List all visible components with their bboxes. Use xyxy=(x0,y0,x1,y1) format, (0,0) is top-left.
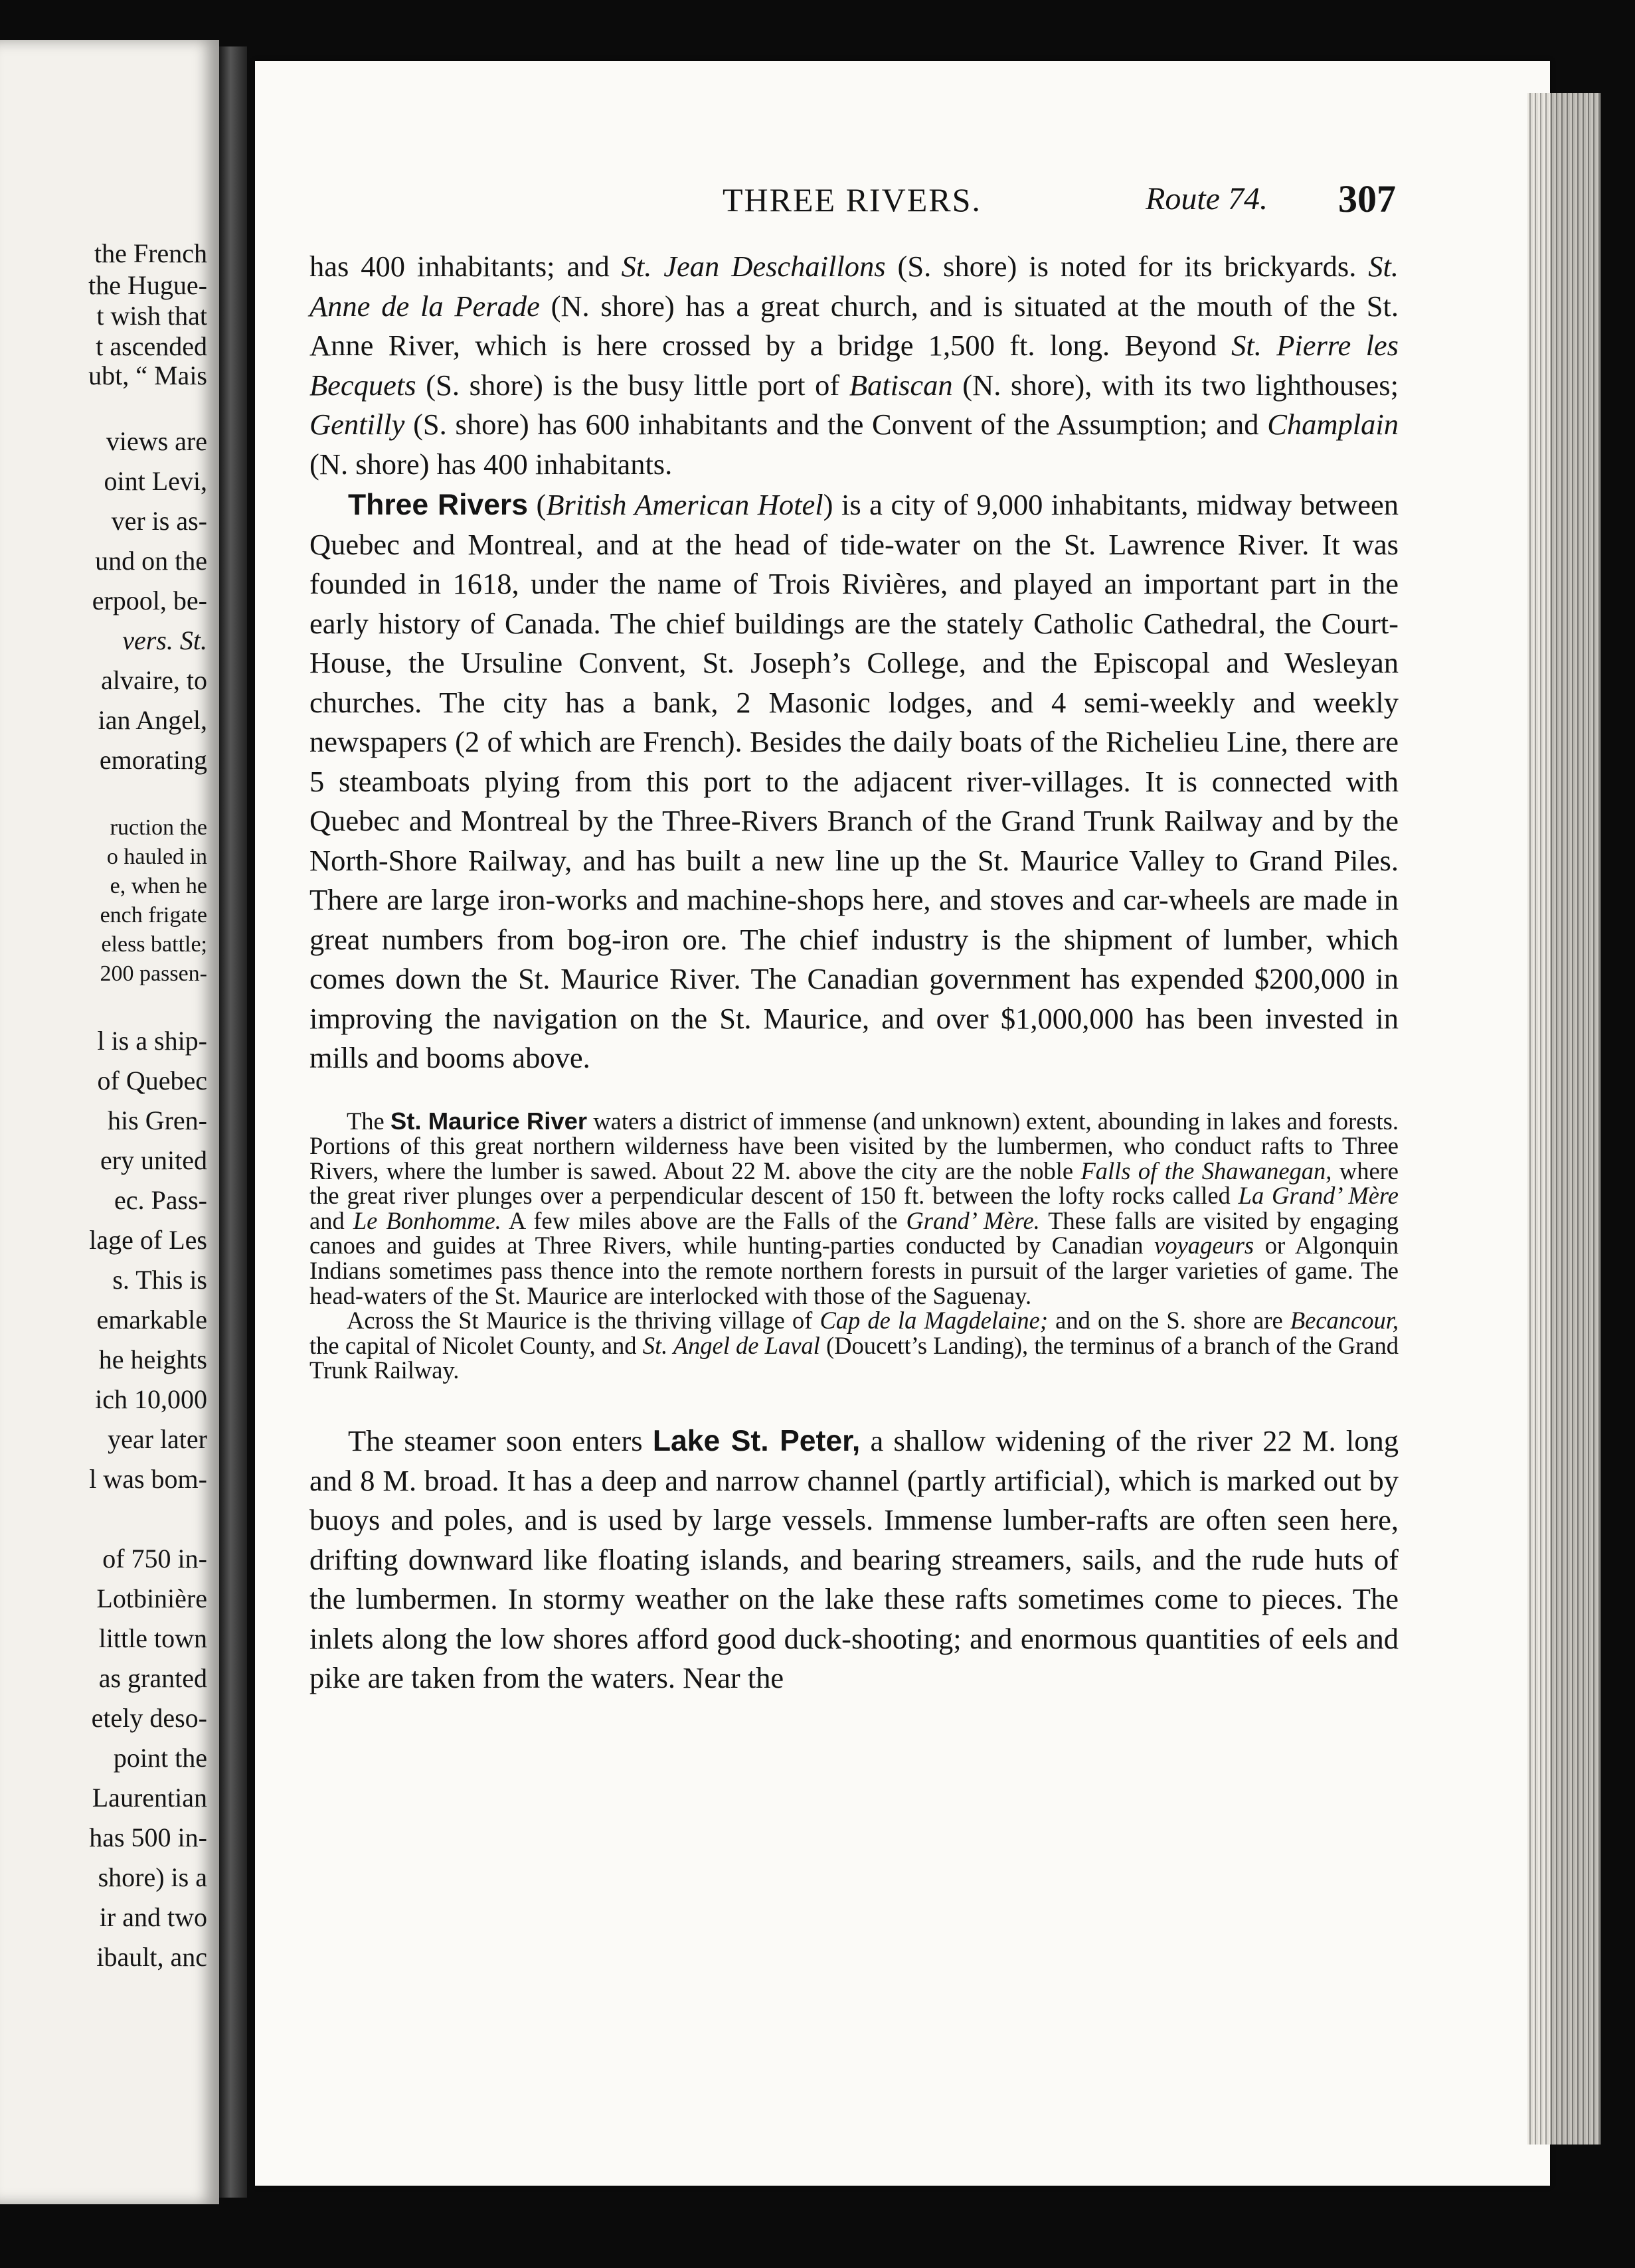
left-page-text-line: ubt, “ Mais xyxy=(88,361,207,390)
left-page-text-line: point the xyxy=(113,1743,207,1773)
small-print-block xyxy=(309,1109,1399,1384)
left-page-text-line: ench frigate xyxy=(100,903,207,928)
paragraph-lake-st-peter: The steamer soon enters Lake St. Peter, a shallow widening of the river 22 M. long and 8 M. broad. It has a deep and narrow channel (partly artificial), which is marked out by buoys and poles, and is used by large vessels. Immense lumber-rafts are often seen here, drifting downward like floating islands, and bearing streamers, sails, and the rude huts of the lumbermen. In stormy weather on the lake these rafts sometimes come to pieces. The inlets along the low shores afford good duck-shooting; and enormous quantities of eels and pike are taken from the waters. Near the xyxy=(309,1424,1399,1695)
left-page-text-line: has 500 in- xyxy=(89,1822,207,1852)
route-label: Route 74. xyxy=(1146,181,1268,216)
left-page-text-line: o hauled in xyxy=(106,845,207,869)
left-page-text-line: lage of Les xyxy=(89,1225,207,1255)
left-page-text-line: of 750 in- xyxy=(102,1544,207,1574)
left-page-text-line: ich 10,000 xyxy=(95,1384,207,1414)
page-header xyxy=(717,179,1408,232)
left-page-text-line: und on the xyxy=(95,546,207,576)
left-page-text-line: ian Angel, xyxy=(98,705,207,735)
heading-lake-st-peter: Lake St. Peter, xyxy=(652,1425,861,1458)
paragraph-cap-de-la-magdelaine: Across the St Maurice is the thriving village of Cap de la Magdelaine; and on the S. shore are Becancour, the capital of Nicolet County, and St. Angel de Laval (Doucett’s Landing), the terminus of a branch of the Grand Trunk Railway. xyxy=(309,1307,1399,1384)
left-page-text-line: vers. St. xyxy=(122,625,207,655)
left-page-text-line: t ascended xyxy=(96,331,207,361)
paragraph-st-maurice-river: The St. Maurice River waters a district of immense (and unknown) extent, abounding in lakes and forests. Portions of this great northern wilderness have been visited by the lumbermen, who conduct rafts to Three Rivers, where the lumber is sawed. About 22 M. above the city are the noble Falls of the Shawanegan, where the great river plunges over a perpendicular descent of 150 ft. between the lofty rocks called La Grand’ Mère and Le Bonhomme. A few miles above are the Falls of the Grand’ Mère. These falls are visited by engaging canoes and guides at Three Rivers, while hunting-parties conducted by Canadian voyageurs or Algonquin Indians sometimes pass thence into the remote northern forests in pursuit of the larger varieties of game. The head-waters of the St. Maurice are interlocked with those of the Saguenay. xyxy=(309,1107,1399,1309)
left-page-text-line: little town xyxy=(98,1623,207,1653)
left-page-text-line: as granted xyxy=(98,1663,207,1693)
left-page-text-line: of Quebec xyxy=(97,1066,207,1095)
left-page-text-line: t wish that xyxy=(96,301,207,331)
page-number: 307 xyxy=(1338,177,1396,220)
page-body xyxy=(309,247,1399,1698)
left-page-text-line: year later xyxy=(108,1424,207,1454)
left-page-text-line: ruction the xyxy=(110,815,207,840)
heading-three-rivers: Three Rivers xyxy=(348,489,529,521)
left-page-text-line: his Gren- xyxy=(108,1105,207,1135)
left-page-text-line: alvaire, to xyxy=(101,665,207,695)
left-page-text-line: e, when he xyxy=(110,874,207,898)
left-page-text-line: 200 passen- xyxy=(100,961,207,986)
left-page-text-line: emarkable xyxy=(96,1305,207,1335)
left-page-text-line: ver is as- xyxy=(111,506,207,536)
heading-st-maurice-river: St. Maurice River xyxy=(390,1107,588,1135)
left-page-text-line: ir and two xyxy=(99,1902,207,1932)
left-page-text-line: he heights xyxy=(98,1344,207,1374)
left-page-text-line: ibault, anc xyxy=(96,1942,207,1972)
left-page-text-line: Lotbinière xyxy=(96,1583,207,1613)
left-page-text-line: views are xyxy=(106,426,207,456)
left-page-text-line: eless battle; xyxy=(101,932,207,957)
left-page-text-line: ec. Pass- xyxy=(114,1185,207,1215)
left-page-text-line: erpool, be- xyxy=(92,586,207,615)
background-edge xyxy=(1600,93,1635,2151)
paragraph-st-lawrence-villages: has 400 inhabitants; and St. Jean Deschaillons (S. shore) is noted for its brickyards. St. Anne de la Perade (N. shore) has a great church, and is situated at the mouth of the St. Anne River, which is here crossed by a bridge 1,500 ft. long. Beyond St. Pierre les Becquets (S. shore) is the busy little port of Batiscan (N. shore), with its two lighthouses; Gentilly (S. shore) has 600 inhabitants and the Convent of the Assumption; and Champlain (N. shore) has 400 inhabitants. xyxy=(309,250,1399,481)
left-page-text-line: Laurentian xyxy=(92,1783,207,1813)
left-page-text-line: the French xyxy=(94,238,207,268)
book-gutter xyxy=(219,46,247,2198)
left-page-text-line: shore) is a xyxy=(98,1862,207,1892)
left-facing-page xyxy=(0,40,219,2204)
left-page-text-line: emorating xyxy=(99,745,207,775)
left-page-text-line: oint Levi, xyxy=(104,466,207,496)
left-page-text-line: l was bom- xyxy=(89,1464,207,1494)
left-page-text-line: the Hugue- xyxy=(88,270,207,300)
left-page-text-line: s. This is xyxy=(112,1265,207,1295)
left-page-text-line: l is a ship- xyxy=(97,1026,207,1056)
left-page-text-line: etely deso- xyxy=(91,1703,207,1733)
running-head: THREE RIVERS. xyxy=(723,181,982,218)
left-page-text-line: ery united xyxy=(100,1145,207,1175)
paragraph-three-rivers: Three Rivers (British American Hotel) is a city of 9,000 inhabitants, midway between Quebec and Montreal, and at the head of tide-water on the St. Lawrence River. It was founded in 1618, under the name of Trois Rivières, and played an important part in the early history of Canada. The chief buildings are the stately Catholic Cathedral, the Court-House, the Ursuline Convent, St. Joseph’s College, and the Episcopal and Wesleyan churches. The city has a bank, 2 Masonic lodges, and 4 semi-weekly and weekly newspapers (2 of which are French). Besides the daily boats of the Richelieu Line, there are 5 steamboats plying from this port to the adjacent river-villages. It is connected with Quebec and Montreal by the Three-Rivers Branch of the Grand Trunk Railway and by the North-Shore Railway, and has built a new line up the St. Maurice Valley to Grand Piles. There are large iron-works and machine-shops here, and stoves and car-wheels are made in great numbers from bog-iron ore. The chief industry is the shipment of lumber, which comes down the St. Maurice River. The Canadian government has expended $200,000 in improving the navigation on the St. Maurice, and over $1,000,000 has been invested in mills and booms above. xyxy=(309,488,1399,1074)
page-edges-stack xyxy=(1527,93,1600,2145)
